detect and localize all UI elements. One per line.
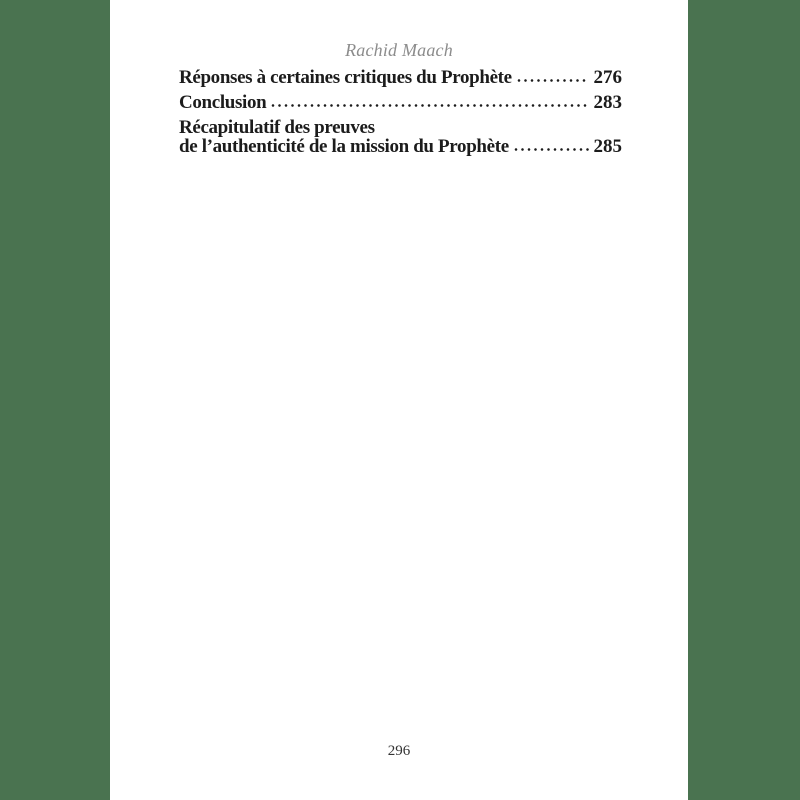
toc-entry-label: Réponses à certaines critiques du Prophète	[179, 67, 512, 88]
toc-entry	[179, 68, 622, 87]
toc-entry-label: de l’authenticité de la mission du Prophète	[179, 136, 509, 157]
page-number-footer: 296	[387, 743, 411, 759]
dot-leader	[271, 103, 588, 108]
book-page	[110, 0, 688, 800]
running-header-author: Rachid Maach	[345, 40, 453, 60]
toc-entry-label: Conclusion	[179, 92, 267, 113]
toc-entry-label: Récapitulatif des preuves	[179, 117, 375, 138]
toc-entry-first-line	[179, 118, 622, 137]
toc-entry-page-number: 276	[593, 67, 622, 88]
toc-entry-page-number: 285	[593, 136, 622, 157]
dot-leader	[514, 147, 589, 152]
toc-entry-page-number: 283	[593, 92, 622, 113]
toc-entry-second-line	[179, 137, 622, 156]
dot-leader	[517, 78, 589, 83]
table-of-contents	[179, 68, 622, 162]
toc-entry	[179, 93, 622, 112]
